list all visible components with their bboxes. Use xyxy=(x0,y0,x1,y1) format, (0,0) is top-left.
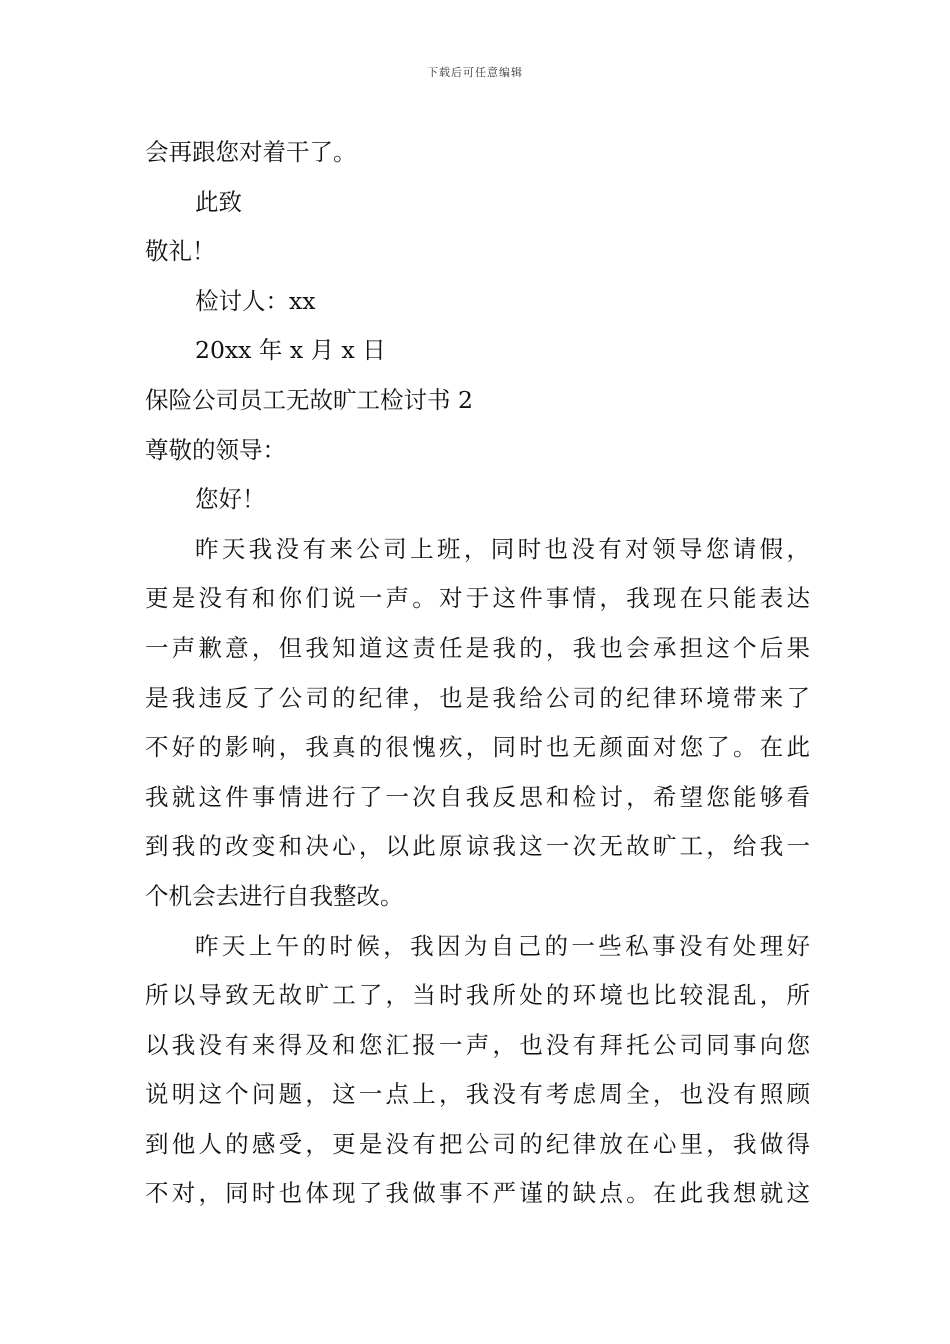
document-body xyxy=(145,128,810,1219)
text-line: 说明这个问题，这一点上，我没有考虑周全，也没有照顾 xyxy=(145,1080,810,1109)
text-line: 是我违反了公司的纪律，也是我给公司的纪律环境带来了 xyxy=(145,683,810,712)
text-line: 此致 xyxy=(195,187,242,216)
text-line: 到我的改变和决心，以此原谅我这一次无故旷工，给我一 xyxy=(145,832,810,861)
text-line: 检讨人：xx xyxy=(195,286,316,315)
text-line: 以我没有来得及和您汇报一声，也没有拜托公司同事向您 xyxy=(145,1030,810,1059)
text-line: 会再跟您对着干了。 xyxy=(145,138,357,166)
text-line: 一声歉意，但我知道这责任是我的，我也会承担这个后果 xyxy=(145,633,810,662)
page-header: 下载后可任意编辑 xyxy=(427,66,523,79)
text-line: 到他人的感受，更是没有把公司的纪律放在心里，我做得 xyxy=(145,1129,810,1158)
text-line: 不好的影响，我真的很愧疚，同时也无颜面对您了。在此 xyxy=(145,733,810,762)
text-line: 更是没有和你们说一声。对于这件事情，我现在只能表达 xyxy=(145,584,810,613)
text-line: 昨天我没有来公司上班，同时也没有对领导您请假， xyxy=(195,534,810,563)
text-line: 不对，同时也体现了我做事不严谨的缺点。在此我想就这 xyxy=(145,1179,810,1208)
text-line: 您好！ xyxy=(195,485,266,514)
text-line: 保险公司员工无故旷工检讨书 2 xyxy=(145,385,473,414)
text-line: 尊敬的领导： xyxy=(145,435,286,464)
text-line: 个机会去进行自我整改。 xyxy=(145,881,404,910)
text-line: 20xx 年 x 月 x 日 xyxy=(195,336,386,365)
text-line: 昨天上午的时候，我因为自己的一些私事没有处理好 xyxy=(195,931,810,960)
text-line: 我就这件事情进行了一次自我反思和检讨，希望您能够看 xyxy=(145,782,810,811)
text-line: 敬礼！ xyxy=(145,237,216,266)
text-line: 所以导致无故旷工了，当时我所处的环境也比较混乱，所 xyxy=(145,981,810,1010)
